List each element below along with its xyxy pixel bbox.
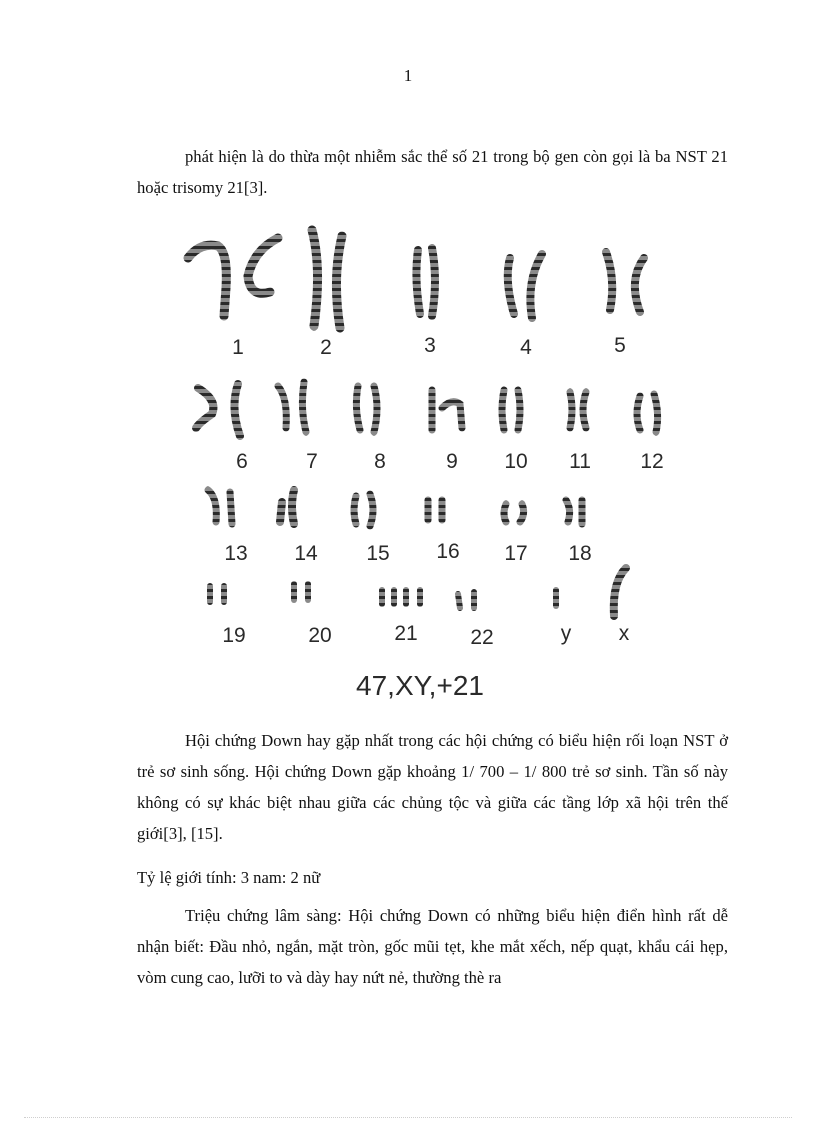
chromosome-4b [530, 254, 542, 318]
chromosome-label-13: 13 [224, 542, 248, 565]
chromosome-11a [570, 392, 572, 428]
chromosome-label-7: 7 [306, 450, 318, 473]
chromosome-14b [292, 490, 294, 524]
chromosome-7a [278, 386, 286, 428]
chromosome-label-4: 4 [520, 336, 532, 359]
chromosome-8a [356, 386, 360, 430]
chromosome-12a [637, 396, 640, 430]
chromosome-x [614, 568, 626, 616]
chromosome-2a [312, 230, 318, 326]
chromosome-15a [354, 496, 356, 524]
chromosome-label-y: y [560, 622, 572, 645]
karyotype-image [170, 218, 690, 708]
paragraph-sex-ratio: Tỷ lệ giới tính: 3 nam: 2 nữ [137, 868, 321, 887]
page-number: 1 [403, 66, 413, 85]
chromosome-3b [432, 248, 435, 316]
chromosome-5b [635, 258, 644, 312]
chromosome-18a [566, 500, 570, 522]
page-bottom-border [24, 1117, 792, 1118]
chromosome-8b [374, 386, 377, 432]
chromosome-label-22: 22 [470, 626, 494, 649]
chromosome-label-12: 12 [640, 450, 664, 473]
chromosome-label-3: 3 [424, 334, 436, 357]
karyotype-figure [170, 218, 690, 708]
chromosome-label-5: 5 [614, 334, 626, 357]
chromosome-9b [442, 402, 462, 428]
chromosome-4a [508, 258, 514, 314]
paragraph-incidence: Hội chứng Down hay gặp nhất trong các hội chứng có biểu hiện rối loạn NST ở trẻ sơ sinh sống. Hội chứng Down gặp khoảng 1/ 700 – 1/ 800 trẻ sơ sinh. Tần số này không có sự khác biệt nhau giữa các chủng tộc và giữa các tầng lớp xã hội trên thế giới[3], [15]. [137, 731, 728, 843]
chromosome-22a [458, 594, 460, 608]
chromosome-label-20: 20 [308, 624, 332, 647]
chromosome-label-x: x [618, 622, 630, 645]
chromosome-5a [606, 252, 612, 310]
chromosome-13a [208, 490, 216, 522]
chromosome-labels [222, 334, 663, 649]
chromosome-label-19: 19 [222, 624, 246, 647]
chromosome-label-8: 8 [374, 450, 386, 473]
chromosome-15b [370, 494, 373, 526]
karyotype-caption: 47,XY,+21 [356, 670, 484, 701]
chromosome-7b [302, 382, 306, 432]
paragraph-intro: phát hiện là do thừa một nhiễm sắc thể số 21 trong bộ gen còn gọi là ba NST 21 hoặc trisomy 21[3]. [137, 147, 728, 197]
chromosome-11b [583, 392, 586, 428]
chromosome-6b [234, 384, 240, 436]
chromosome-label-14: 14 [294, 542, 318, 565]
chromosome-label-10: 10 [504, 450, 528, 473]
chromosome-label-1: 1 [232, 336, 244, 359]
chromosome-label-15: 15 [366, 542, 390, 565]
chromosome-3a [416, 250, 420, 314]
chromosome-label-11: 11 [569, 450, 591, 473]
chromosome-12b [654, 394, 658, 432]
chromosome-13b [230, 492, 232, 524]
paragraph-symptoms: Triệu chứng lâm sàng: Hội chứng Down có những biểu hiện điển hình rất dễ nhận biết: Đầu nhỏ, ngắn, mặt tròn, gốc mũi tẹt, khe mắt xếch, nếp quạt, khẩu cái hẹp, vòm cung cao, lưỡi to và dày hay nứt nẻ, thường thè ra [137, 906, 728, 987]
chromosome-label-6: 6 [236, 450, 248, 473]
chromosome-17a [504, 504, 506, 522]
chromosome-6a [196, 388, 213, 428]
chromosome-label-18: 18 [568, 542, 592, 565]
chromosome-label-21: 21 [394, 622, 418, 645]
chromosome-label-9: 9 [446, 450, 458, 473]
chromosome-label-17: 17 [504, 542, 528, 565]
chromosome-10b [518, 390, 520, 430]
chromosome-17b [520, 504, 524, 522]
chromosome-1a [188, 245, 226, 316]
chromosome-label-2: 2 [320, 336, 332, 359]
chromosome-1b [248, 238, 278, 293]
chromosome-2b [336, 236, 342, 328]
chromosome-label-16: 16 [436, 540, 460, 563]
chromosome-14a [280, 502, 282, 522]
chromosome-10a [502, 390, 504, 430]
